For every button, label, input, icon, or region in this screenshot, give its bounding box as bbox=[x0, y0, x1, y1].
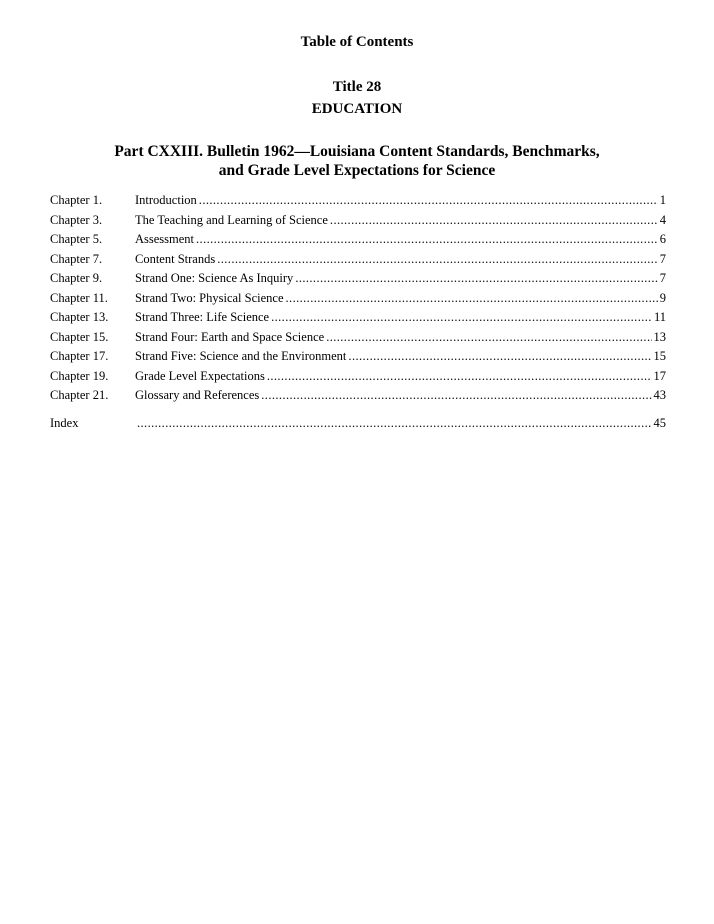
dot-leader bbox=[267, 367, 652, 387]
chapter-number: Chapter 15. bbox=[50, 329, 109, 344]
dot-leader bbox=[199, 191, 658, 211]
chapter-title: Assessment bbox=[135, 232, 195, 246]
chapter-title: Strand Five: Science and the Environment bbox=[135, 349, 347, 363]
page-number: 11 bbox=[653, 310, 666, 324]
toc-entry[interactable] bbox=[50, 328, 666, 348]
page-number: 45 bbox=[653, 415, 666, 430]
chapter-title: Strand One: Science As Inquiry bbox=[135, 271, 294, 285]
dot-leader bbox=[286, 289, 658, 309]
page-number: 43 bbox=[653, 388, 666, 402]
index-label: Index bbox=[50, 415, 79, 430]
dot-leader bbox=[261, 386, 651, 406]
toc-list bbox=[50, 191, 666, 433]
dot-leader bbox=[330, 211, 658, 231]
chapter-title: Strand Two: Physical Science bbox=[135, 290, 284, 305]
part-heading-line-1: Part CXXIII. Bulletin 1962—Louisiana Content Standards, Benchmarks, bbox=[114, 143, 600, 160]
chapter-number: Chapter 1. bbox=[50, 193, 103, 207]
dot-leader bbox=[137, 414, 652, 434]
chapter-number: Chapter 21. bbox=[50, 388, 109, 402]
chapter-title: Strand Four: Earth and Space Science bbox=[135, 329, 325, 344]
chapter-number: Chapter 7. bbox=[50, 251, 103, 266]
toc-entry[interactable] bbox=[50, 250, 666, 270]
toc-entry[interactable] bbox=[50, 386, 666, 406]
page-number: 13 bbox=[653, 329, 666, 344]
page-number: 6 bbox=[659, 232, 666, 246]
page-number: 1 bbox=[659, 193, 666, 207]
dot-leader bbox=[196, 230, 658, 250]
part-heading-line-2: and Grade Level Expectations for Science bbox=[218, 162, 496, 179]
toc-entry[interactable] bbox=[50, 211, 666, 231]
chapter-number: Chapter 9. bbox=[50, 271, 103, 285]
page-number: 7 bbox=[659, 251, 666, 266]
chapter-title: Glossary and References bbox=[135, 388, 260, 402]
chapter-title: Content Strands bbox=[135, 251, 216, 266]
toc-entry[interactable] bbox=[50, 347, 666, 367]
chapter-number: Chapter 5. bbox=[50, 232, 103, 246]
chapter-number: Chapter 11. bbox=[50, 290, 108, 305]
page-number: 15 bbox=[653, 349, 666, 363]
dot-leader bbox=[271, 308, 652, 328]
dot-leader bbox=[326, 328, 651, 348]
toc-entry[interactable] bbox=[50, 191, 666, 211]
toc-entry[interactable] bbox=[50, 289, 666, 309]
toc-entry[interactable] bbox=[50, 367, 666, 387]
dot-leader bbox=[348, 347, 651, 367]
page-number: 4 bbox=[659, 212, 666, 227]
chapter-number: Chapter 13. bbox=[50, 310, 109, 324]
chapter-number: Chapter 17. bbox=[50, 349, 109, 363]
chapter-number: Chapter 19. bbox=[50, 368, 109, 383]
page-number: 17 bbox=[653, 368, 666, 383]
page-number: 7 bbox=[659, 271, 666, 285]
chapter-title: Strand Three: Life Science bbox=[135, 310, 270, 324]
chapter-title: Introduction bbox=[135, 193, 197, 207]
title-number: Title 28 bbox=[332, 79, 382, 95]
title-name: EDUCATION bbox=[311, 101, 403, 117]
chapter-title: Grade Level Expectations bbox=[135, 368, 265, 383]
toc-heading: Table of Contents bbox=[300, 34, 414, 50]
toc-entry[interactable] bbox=[50, 269, 666, 289]
toc-entry[interactable] bbox=[50, 308, 666, 328]
chapter-title: The Teaching and Learning of Science bbox=[135, 212, 328, 227]
toc-index-entry[interactable] bbox=[50, 414, 666, 434]
dot-leader bbox=[217, 250, 658, 270]
dot-leader bbox=[295, 269, 657, 289]
toc-entry[interactable] bbox=[50, 230, 666, 250]
page-number: 9 bbox=[659, 290, 666, 305]
chapter-number: Chapter 3. bbox=[50, 212, 103, 227]
